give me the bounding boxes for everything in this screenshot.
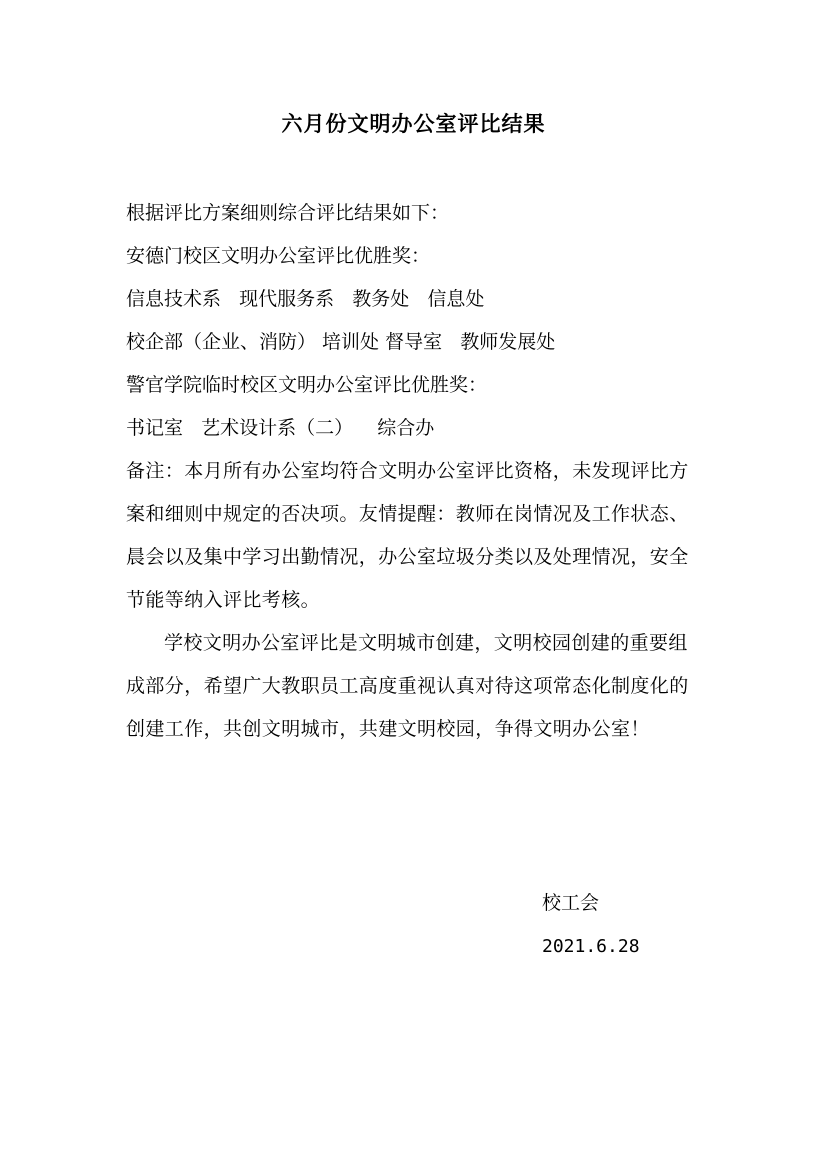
intro-text: 根据评比方案细则综合评比结果如下： — [126, 202, 450, 224]
campus2-heading: 警官学院临时校区文明办公室评比优胜奖： — [126, 374, 488, 396]
campus2-winners-line1: 书记室 艺术设计系（二） 综合办 — [126, 417, 435, 439]
document-body — [126, 192, 692, 751]
note-paragraph: 备注：本月所有办公室均符合文明办公室评比资格，未发现评比方案和细则中规定的否决项。友情提醒：教师在岗情况及工作状态、晨会以及集中学习出勤情况，办公室垃圾分类以及处理情况，安全节能等纳入评比考核。 — [126, 460, 689, 611]
campus1-winners-line2: 校企部（企业、消防） 培训处 督导室 教师发展处 — [126, 331, 556, 353]
signature-org: 校工会 — [542, 892, 600, 914]
closing-paragraph: 学校文明办公室评比是文明城市创建，文明校园创建的重要组成部分，希望广大教职员工高度重视认真对待这项常态化制度化的创建工作，共创文明城市，共建文明校园，争得文明办公室！ — [126, 632, 689, 740]
document-title: 六月份文明办公室评比结果 — [281, 111, 546, 136]
campus1-winners-line1: 信息技术系 现代服务系 教务处 信息处 — [126, 288, 485, 310]
campus1-heading: 安德门校区文明办公室评比优胜奖： — [126, 245, 431, 267]
signature-date: 2021.6.28 — [542, 936, 640, 957]
